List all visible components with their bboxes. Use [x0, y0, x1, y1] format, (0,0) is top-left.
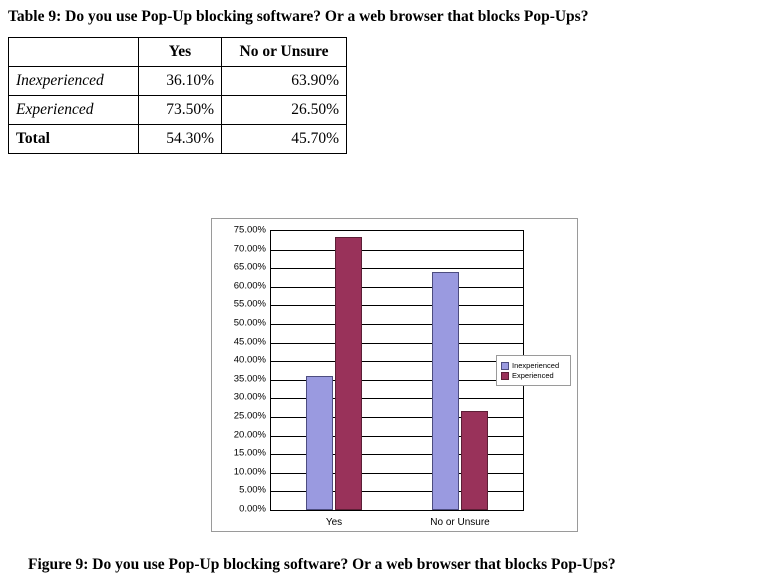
- bar-experienced-yes: [335, 237, 362, 510]
- legend-item-experienced: [501, 371, 566, 380]
- table-header-row: [9, 38, 347, 67]
- table-row-label-experienced: Experienced: [9, 96, 139, 125]
- gridline: [271, 324, 523, 325]
- legend-label-inexperienced: Inexperienced: [512, 361, 560, 370]
- y-axis-tick-label: 65.00%: [233, 261, 266, 273]
- y-axis-tick-label: 35.00%: [233, 373, 266, 385]
- y-axis-tick-label: 40.00%: [233, 354, 266, 366]
- y-axis-tick-label: 50.00%: [233, 317, 266, 329]
- table-row: [9, 67, 347, 96]
- y-axis-tick-label: 70.00%: [233, 243, 266, 255]
- table-row-label-inexperienced: Inexperienced: [9, 67, 139, 96]
- data-table: [8, 37, 347, 154]
- gridline: [271, 268, 523, 269]
- y-axis-tick-label: 25.00%: [233, 410, 266, 422]
- y-axis-tick-label: 5.00%: [239, 484, 266, 496]
- y-axis-tick-label: 55.00%: [233, 298, 266, 310]
- table-cell-experienced-yes: 73.50%: [139, 96, 222, 125]
- table-row: [9, 125, 347, 154]
- y-axis-tick-label: 45.00%: [233, 336, 266, 348]
- y-axis-tick-label: 10.00%: [233, 466, 266, 478]
- legend-swatch-icon: [501, 372, 509, 380]
- bar-inexperienced-yes: [306, 376, 333, 510]
- table-column-header-no-or-unsure: No or Unsure: [222, 38, 347, 67]
- plot-inner: [270, 230, 524, 528]
- legend-swatch-icon: [501, 362, 509, 370]
- legend-label-experienced: Experienced: [512, 371, 554, 380]
- table-row: [9, 96, 347, 125]
- chart-legend: [496, 355, 571, 386]
- legend-item-inexperienced: [501, 361, 566, 370]
- bar-inexperienced-no-or-unsure: [432, 272, 459, 510]
- table-cell-inexperienced-yes: 36.10%: [139, 67, 222, 96]
- y-axis-tick-label: 30.00%: [233, 391, 266, 403]
- y-axis-tick-label: 75.00%: [233, 224, 266, 236]
- gridline: [271, 343, 523, 344]
- gridline: [271, 305, 523, 306]
- plot-area: [233, 224, 524, 528]
- table-row-label-total: Total: [9, 125, 139, 154]
- x-axis-tick-label: No or Unsure: [430, 517, 490, 528]
- table-cell-experienced-no: 26.50%: [222, 96, 347, 125]
- y-axis-tick-label: 15.00%: [233, 447, 266, 459]
- table-cell-inexperienced-no: 63.90%: [222, 67, 347, 96]
- x-axis-tick-label: Yes: [325, 517, 343, 528]
- y-axis-tick-label: 60.00%: [233, 280, 266, 292]
- y-axis-tick-label: 0.00%: [239, 503, 266, 515]
- table-caption: Table 9: Do you use Pop-Up blocking software? Or a web browser that blocks Pop-Ups?: [8, 8, 589, 25]
- table-corner-cell: [9, 38, 139, 67]
- table-column-header-yes: Yes: [139, 38, 222, 67]
- chart-panel: [211, 218, 578, 532]
- y-axis-tick-label: 20.00%: [233, 429, 266, 441]
- figure-caption: Figure 9: Do you use Pop-Up blocking software? Or a web browser that blocks Pop-Ups?: [28, 556, 616, 573]
- table-cell-total-no: 45.70%: [222, 125, 347, 154]
- gridline: [271, 361, 523, 362]
- table-cell-total-yes: 54.30%: [139, 125, 222, 154]
- gridline: [271, 287, 523, 288]
- gridline: [271, 250, 523, 251]
- bar-experienced-no-or-unsure: [461, 411, 488, 510]
